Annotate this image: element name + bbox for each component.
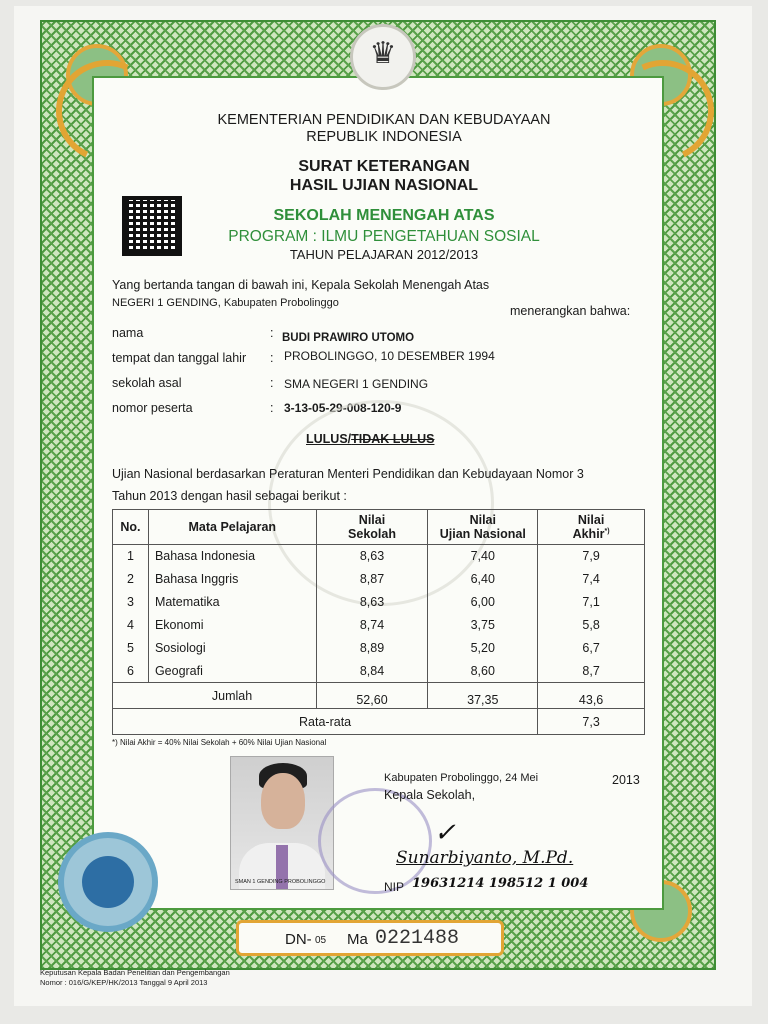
- row-final-score: 7,9: [538, 545, 645, 568]
- program-name: PROGRAM : ILMU PENGETAHUAN SOSIAL: [228, 228, 540, 245]
- serial-number-box: [236, 920, 504, 956]
- row-school-score: 8,63: [316, 591, 428, 614]
- table-row: [113, 637, 645, 660]
- field-value-participant: 3-13-05-29-008-120-9: [284, 401, 402, 415]
- intro-line-2-right: menerangkan bahwa:: [510, 304, 631, 318]
- average-label: Rata-rata: [113, 709, 538, 735]
- row-national-score: 6,40: [428, 568, 538, 591]
- header-final-score: Nilai Akhir*): [538, 510, 645, 545]
- signature-place-date: Kabupaten Probolinggo, 24 Mei: [384, 772, 539, 784]
- row-subject: Geografi: [148, 660, 316, 683]
- serial-number: 0221488: [375, 927, 460, 950]
- school-level: SEKOLAH MENENGAH ATAS: [273, 207, 495, 224]
- footnote: *) Nilai Akhir = 40% Nilai Sekolah + 60% Nilai Ujian Nasional: [112, 738, 327, 747]
- status-fail-struck: TIDAK LULUS: [351, 432, 435, 446]
- row-no: 1: [113, 545, 149, 568]
- field-value-school: SMA NEGERI 1 GENDING: [284, 377, 429, 391]
- table-row: [113, 660, 645, 683]
- row-national-score: 6,00: [428, 591, 538, 614]
- signature-year: 2013: [612, 773, 640, 787]
- row-subject: Bahasa Indonesia: [148, 545, 316, 568]
- serial-mid: Ma: [347, 931, 368, 948]
- table-row: [113, 545, 645, 568]
- row-no: 4: [113, 614, 149, 637]
- serial-prefix: DN-: [285, 931, 312, 948]
- status-pass: LULUS/: [306, 432, 352, 446]
- row-school-score: 8,74: [316, 614, 428, 637]
- header-national-score: Nilai Ujian Nasional: [428, 510, 538, 545]
- field-label-school: sekolah asal: [112, 376, 182, 390]
- row-national-score: 5,20: [428, 637, 538, 660]
- tut-wuri-handayani-logo-icon: [58, 832, 158, 932]
- row-national-score: 7,40: [428, 545, 538, 568]
- row-final-score: 8,7: [538, 660, 645, 683]
- garuda-emblem-icon: ♛: [350, 24, 416, 90]
- document-subtitle: HASIL UJIAN NASIONAL: [289, 177, 479, 194]
- intro-line-2: NEGERI 1 GENDING, Kabupaten Probolinggo: [112, 297, 339, 309]
- document-title: SURAT KETERANGAN: [298, 158, 470, 175]
- row-final-score: 7,1: [538, 591, 645, 614]
- row-subject: Ekonomi: [148, 614, 316, 637]
- average-final: 7,3: [538, 709, 645, 735]
- grades-table: [112, 509, 645, 735]
- field-separator: :: [270, 351, 274, 365]
- nip-value: 19631214 198512 1 004: [412, 876, 589, 891]
- row-no: 2: [113, 568, 149, 591]
- row-no: 6: [113, 660, 149, 683]
- handwritten-signature: ✓: [434, 818, 456, 848]
- row-school-score: 8,63: [316, 545, 428, 568]
- academic-year: TAHUN PELAJARAN 2012/2013: [289, 247, 479, 262]
- row-school-score: 8,87: [316, 568, 428, 591]
- row-national-score: 3,75: [428, 614, 538, 637]
- field-separator: :: [270, 376, 274, 390]
- ministry-name: KEMENTERIAN PENDIDIKAN DAN KEBUDAYAAN: [217, 112, 551, 128]
- table-row: [113, 614, 645, 637]
- row-subject: Matematika: [148, 591, 316, 614]
- total-national: 37,35: [428, 683, 538, 709]
- field-value-name: BUDI PRAWIRO UTOMO: [282, 332, 415, 344]
- field-label-birth: tempat dan tanggal lahir: [112, 351, 247, 365]
- field-separator: :: [270, 326, 274, 340]
- field-value-birth: PROBOLINGGO, 10 DESEMBER 1994: [284, 349, 495, 363]
- student-photo: [230, 756, 334, 890]
- total-final: 43,6: [538, 683, 645, 709]
- row-no: 3: [113, 591, 149, 614]
- field-label-name: nama: [112, 326, 144, 340]
- basis-line-2: Tahun 2013 dengan hasil sebagai berikut :: [112, 489, 347, 503]
- header-no: No.: [113, 510, 149, 545]
- header-subject: Mata Pelajaran: [148, 510, 316, 545]
- row-final-score: 7,4: [538, 568, 645, 591]
- total-label: Jumlah: [148, 683, 316, 709]
- row-final-score: 5,8: [538, 614, 645, 637]
- republic-name: REPUBLIK INDONESIA: [306, 129, 462, 145]
- row-school-score: 8,89: [316, 637, 428, 660]
- row-final-score: 6,7: [538, 637, 645, 660]
- header-school-score: Nilai Sekolah: [316, 510, 428, 545]
- decree-line-2: Nomor : 016/G/KEP/HK/2013 Tanggal 9 April 2013: [40, 978, 208, 987]
- row-school-score: 8,84: [316, 660, 428, 683]
- basis-line-1: Ujian Nasional berdasarkan Peraturan Menteri Pendidikan dan Kebudayaan Nomor 3: [112, 467, 584, 481]
- intro-line-1: Yang bertanda tangan di bawah ini, Kepala Sekolah Menengah Atas: [112, 278, 490, 292]
- principal-name: Sunarbiyanto, M.Pd.: [396, 848, 574, 868]
- table-row: [113, 568, 645, 591]
- table-row: [113, 591, 645, 614]
- photo-caption: SMAN 1 GENDING PROBOLINGGO: [235, 879, 326, 885]
- row-subject: Bahasa Inggris: [148, 568, 316, 591]
- field-separator: :: [270, 401, 274, 415]
- row-national-score: 8,60: [428, 660, 538, 683]
- decree-line-1: Keputusan Kepala Badan Penelitian dan Pengembangan: [40, 968, 230, 977]
- row-subject: Sosiologi: [148, 637, 316, 660]
- signature-role: Kepala Sekolah,: [384, 788, 476, 802]
- row-no: 5: [113, 637, 149, 660]
- field-label-participant: nomor peserta: [112, 401, 193, 415]
- serial-code: 05: [315, 935, 327, 946]
- nip-label: NIP: [384, 880, 405, 894]
- total-school: 52,60: [316, 683, 428, 709]
